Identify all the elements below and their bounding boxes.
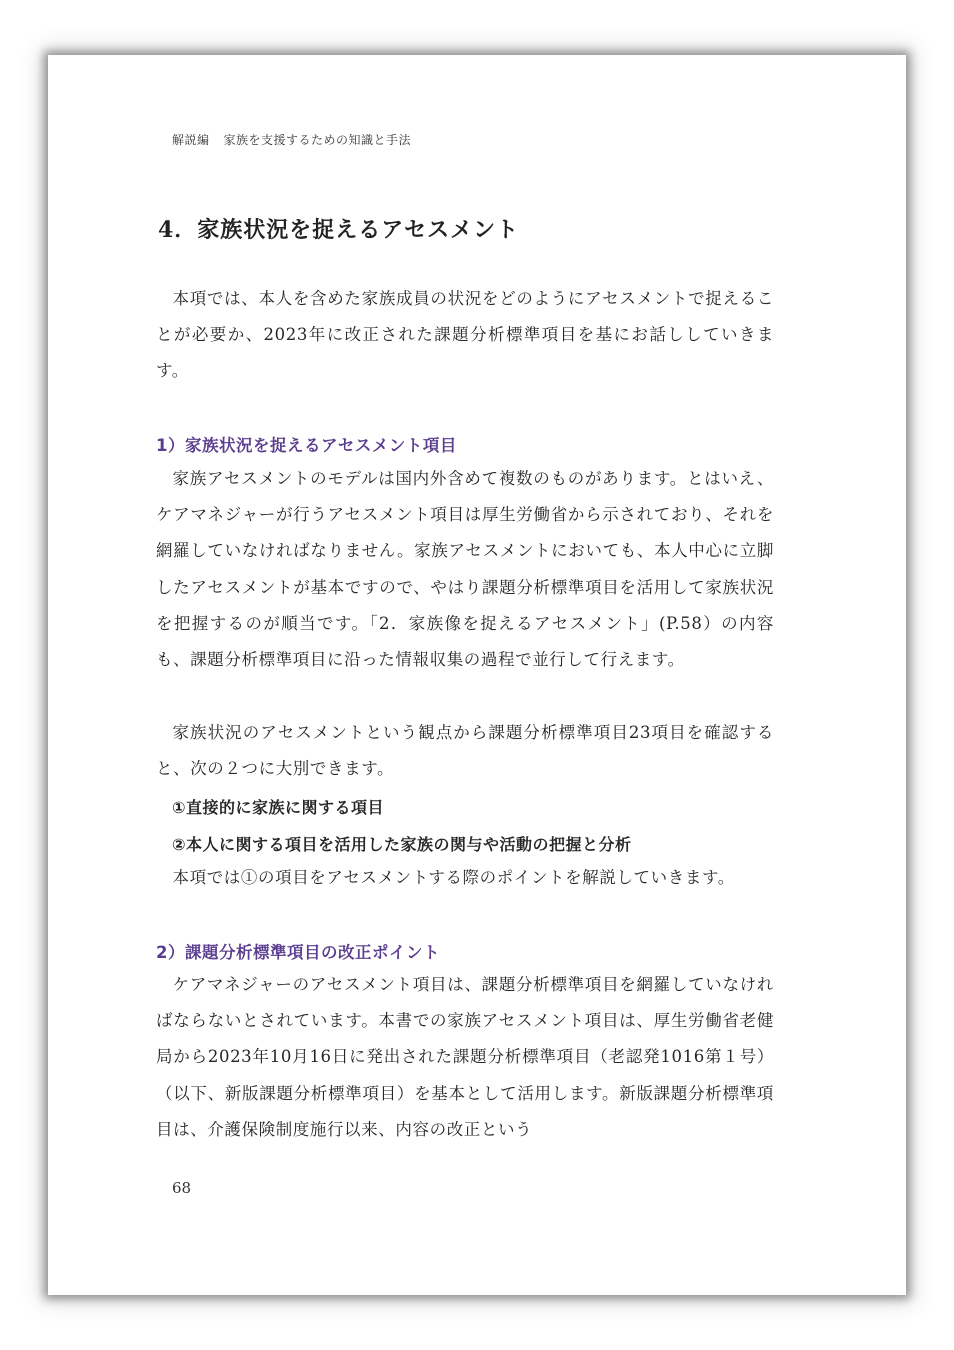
section2-heading: 2）課題分析標準項目の改正ポイント xyxy=(156,943,440,962)
section2-paragraph1: ケアマネジャーのアセスメント項目は、課題分析標準項目を網羅していなければならないとされています。本書での家族アセスメント項目は、厚生労働省老健局から2023年10月16日に発出された課題分析標準項目（老認発1016第１号）（以下、新版課題分析標準項目）を基本として活用します。新版課題分析標準項目は、介護保険制度施行以来、内容の改正という xyxy=(156,975,774,1139)
section1-paragraph3: 本項では①の項目をアセスメントする際のポイントを解説していきます。 xyxy=(172,868,735,887)
page-number: 68 xyxy=(172,1179,192,1197)
list-item-2: ②本人に関する項目を活用した家族の関与や活動の把握と分析 xyxy=(172,835,632,854)
running-head-title: 家族を支援するための知識と手法 xyxy=(223,133,412,147)
running-head xyxy=(172,131,411,148)
intro-paragraph: 本項では、本人を含めた家族成員の状況をどのようにアセスメントで捉えることが必要か、2023年に改正された課題分析標準項目を基にお話ししていきます。 xyxy=(156,289,774,381)
running-head-section: 解説編 xyxy=(172,133,210,147)
chapter-title: 4．家族状況を捉えるアセスメント xyxy=(158,217,520,243)
list-item-1: ①直接的に家族に関する項目 xyxy=(172,798,385,817)
book-page xyxy=(48,55,906,1295)
section1-paragraph1: 家族アセスメントのモデルは国内外含めて複数のものがあります。とはいえ、ケアマネジャーが行うアセスメント項目は厚生労働省から示されており、それを網羅していなければなりません。家族アセスメントにおいても、本人中心に立脚したアセスメントが基本ですので、やはり課題分析標準項目を活用して家族状況を把握するのが順当です。「2．家族像を捉えるアセスメント」(P.58）の内容も、課題分析標準項目に沿った情報収集の過程で並行して行えます。 xyxy=(156,469,774,670)
section1-heading: 1）家族状況を捉えるアセスメント項目 xyxy=(156,436,457,455)
section1-paragraph2: 家族状況のアセスメントという観点から課題分析標準項目23項目を確認すると、次の２つに大別できます。 xyxy=(156,723,774,779)
